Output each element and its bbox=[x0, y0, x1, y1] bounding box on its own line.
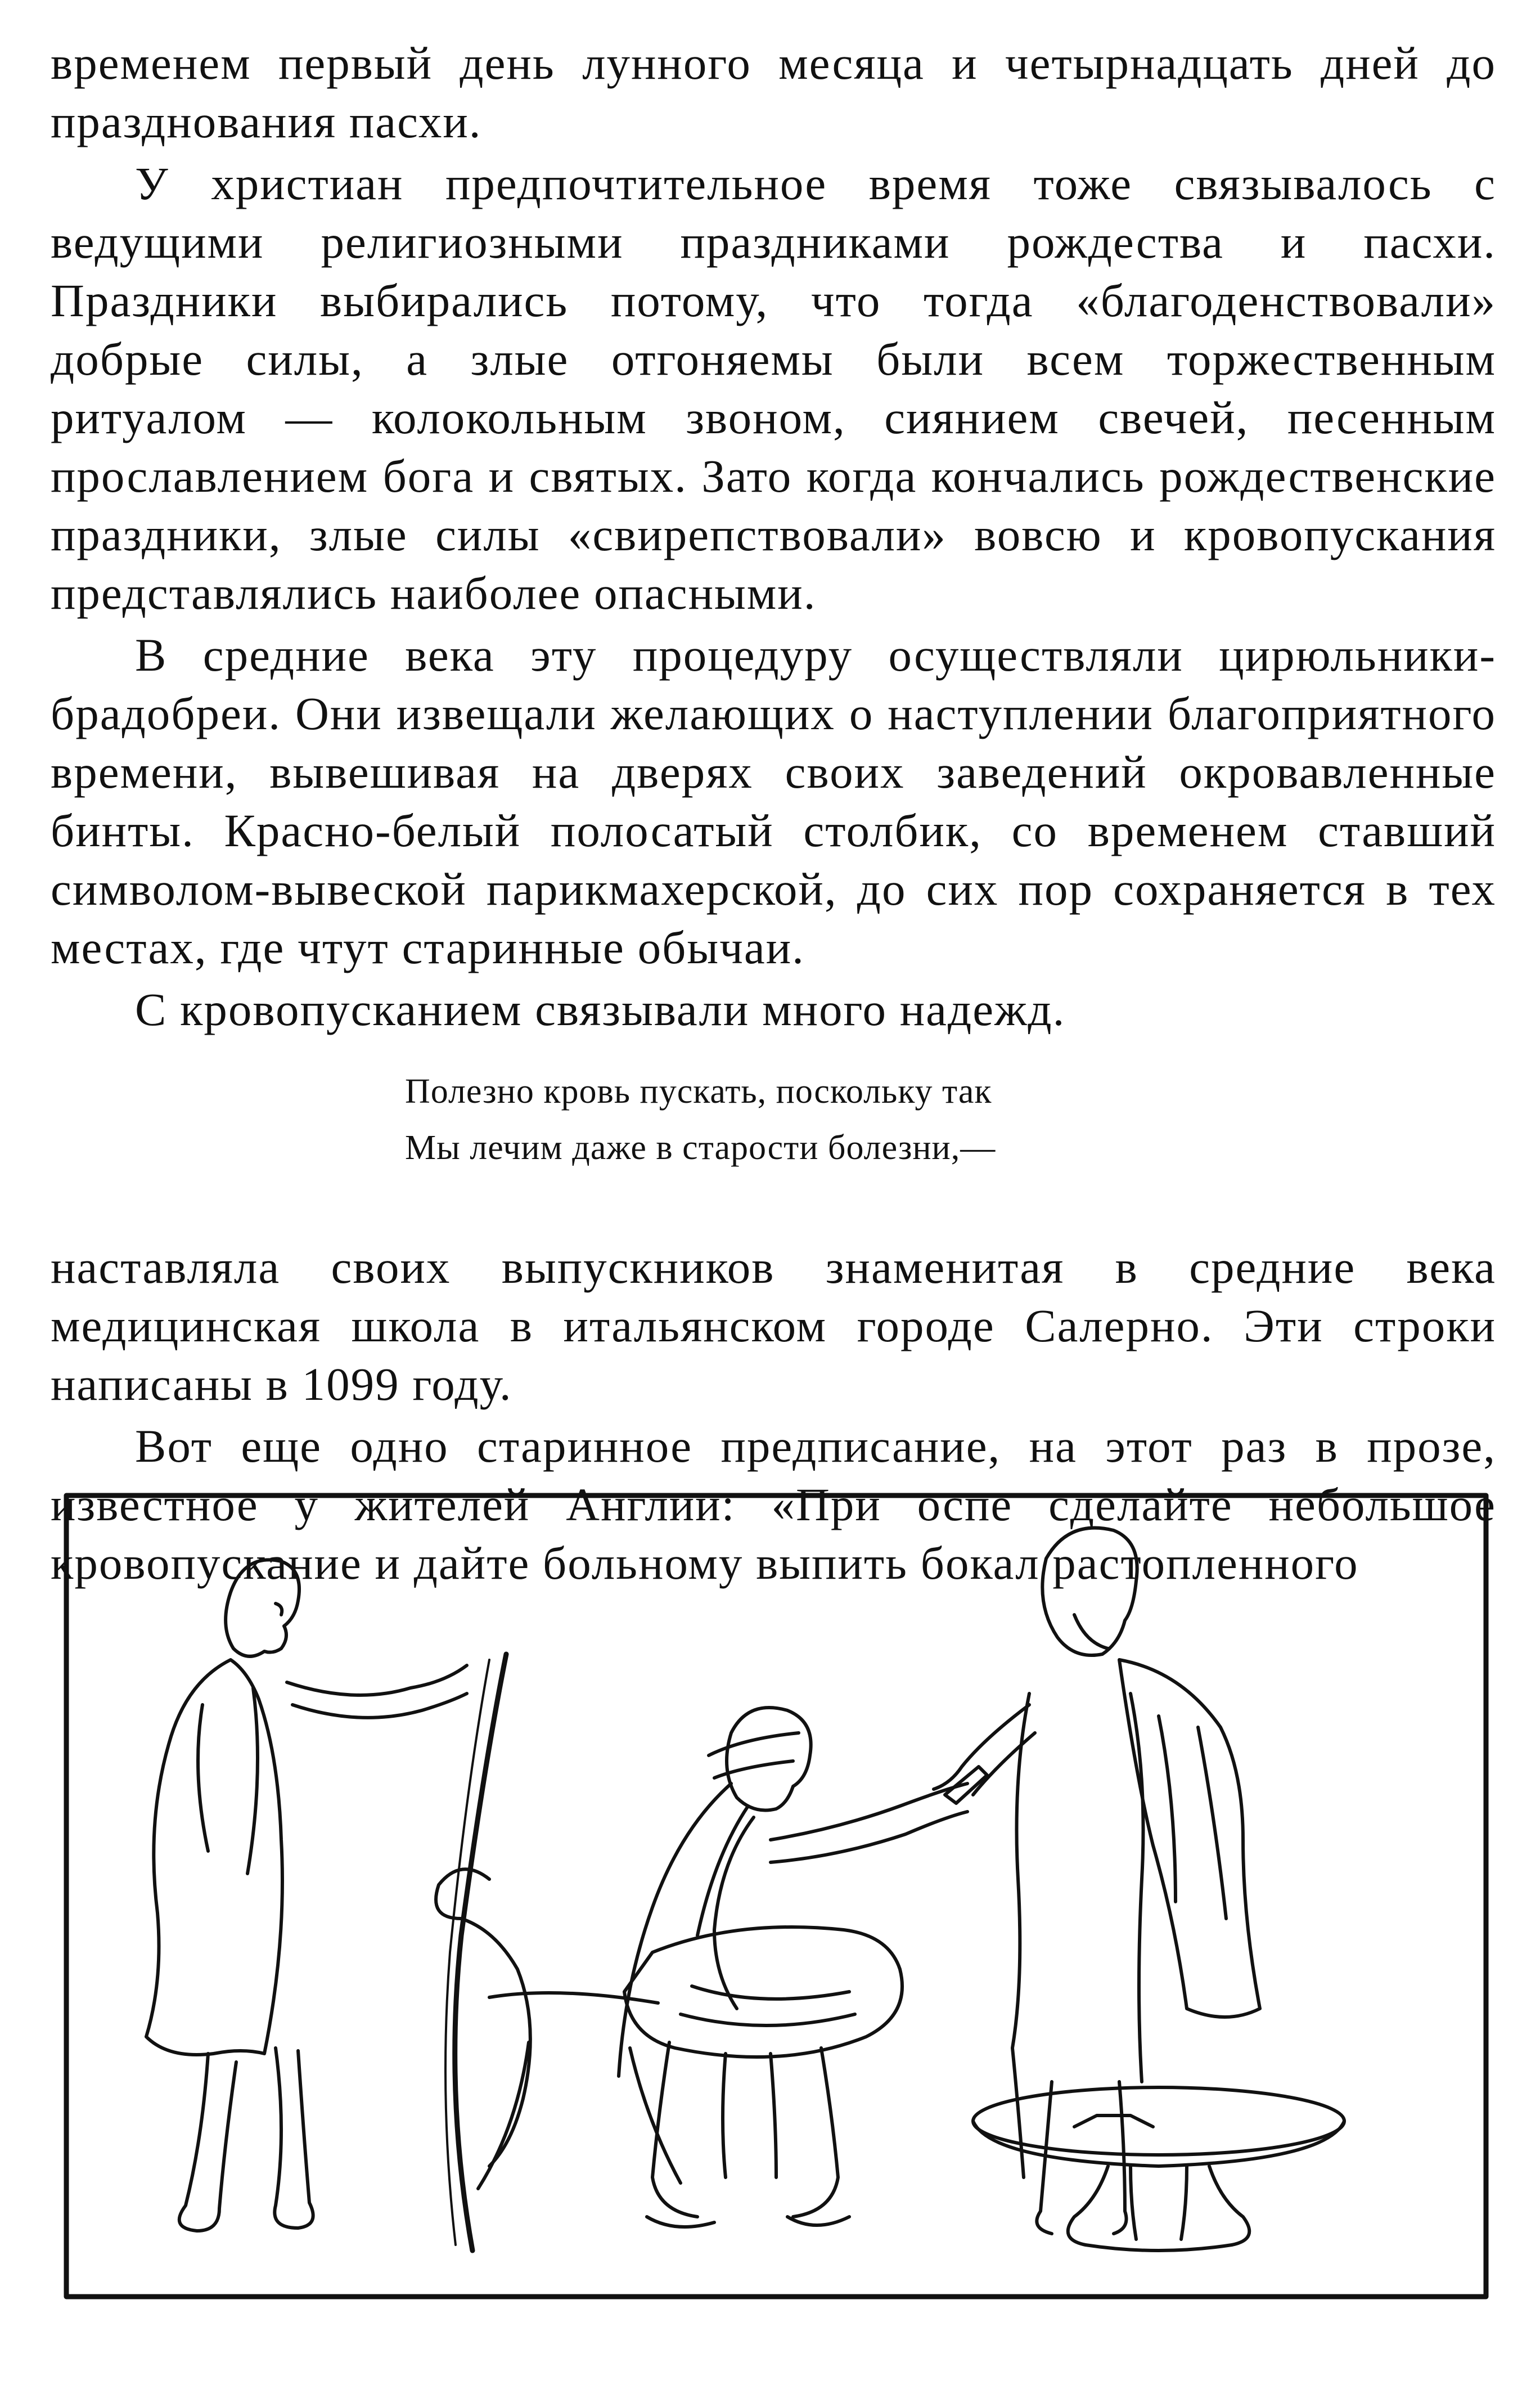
verse-line-1: Полезно кровь пускать, поскольку так bbox=[405, 1072, 992, 1111]
paragraph-continuation: временем первый день лунного месяца и четырнадцать дней до празднования пасхи. bbox=[51, 37, 1496, 147]
page-content bbox=[51, 34, 1496, 1592]
paragraph-salerno: наставляла своих выпускников знаменитая в средние века медицинская школа в итальянском городе Салерно. Эти строки написаны в 1099 году. bbox=[51, 1241, 1496, 1410]
bloodletting-illustration bbox=[62, 1491, 1491, 2301]
seated-woman bbox=[436, 1708, 987, 2227]
verse-quote bbox=[51, 1063, 1496, 1176]
standing-patient bbox=[934, 1528, 1260, 2234]
paragraph-christian-holidays: У христиан предпочтительное время тоже связывалось с ведущими религиозными праздниками рождества и пасхи. Праздники выбирались потому, что тогда «благоденствовали» добрые силы, а злые отгоняемы были всем торжественным ритуалом — колокольным звоном, сиянием свечей, песенным прославлением бога и святых. Зато когда кончались рождественские праздники, злые силы «свирепствовали» вовсю и кровопускания представлялись наиболее опасными. bbox=[51, 158, 1496, 619]
verse-line-2: Мы лечим даже в старости болезни,— bbox=[405, 1129, 996, 1167]
bloodletting-basin bbox=[973, 2087, 1344, 2251]
paragraph-hopes: С кровопусканием связывали много надежд. bbox=[135, 983, 1066, 1035]
standing-man-with-staff bbox=[146, 1560, 506, 2251]
paragraph-england: Вот еще одно старинное предписание, на этот раз в прозе, известное у жителей Англии: «При оспе сделайте небольшое кровопускание и дайте больному выпить бокал растопленного bbox=[51, 1420, 1496, 1589]
paragraph-barbers: В средние века эту процедуру осуществляли цирюльники-брадобреи. Они извещали желающих о наступлении благоприятного времени, вывешивая на дверях своих заведений окровавленные бинты. Красно-белый полосатый столбик, со временем ставший символом-вывеской парикмахерской, до сих пор сохраняется в тех местах, где чтут старинные обычаи. bbox=[51, 629, 1496, 973]
